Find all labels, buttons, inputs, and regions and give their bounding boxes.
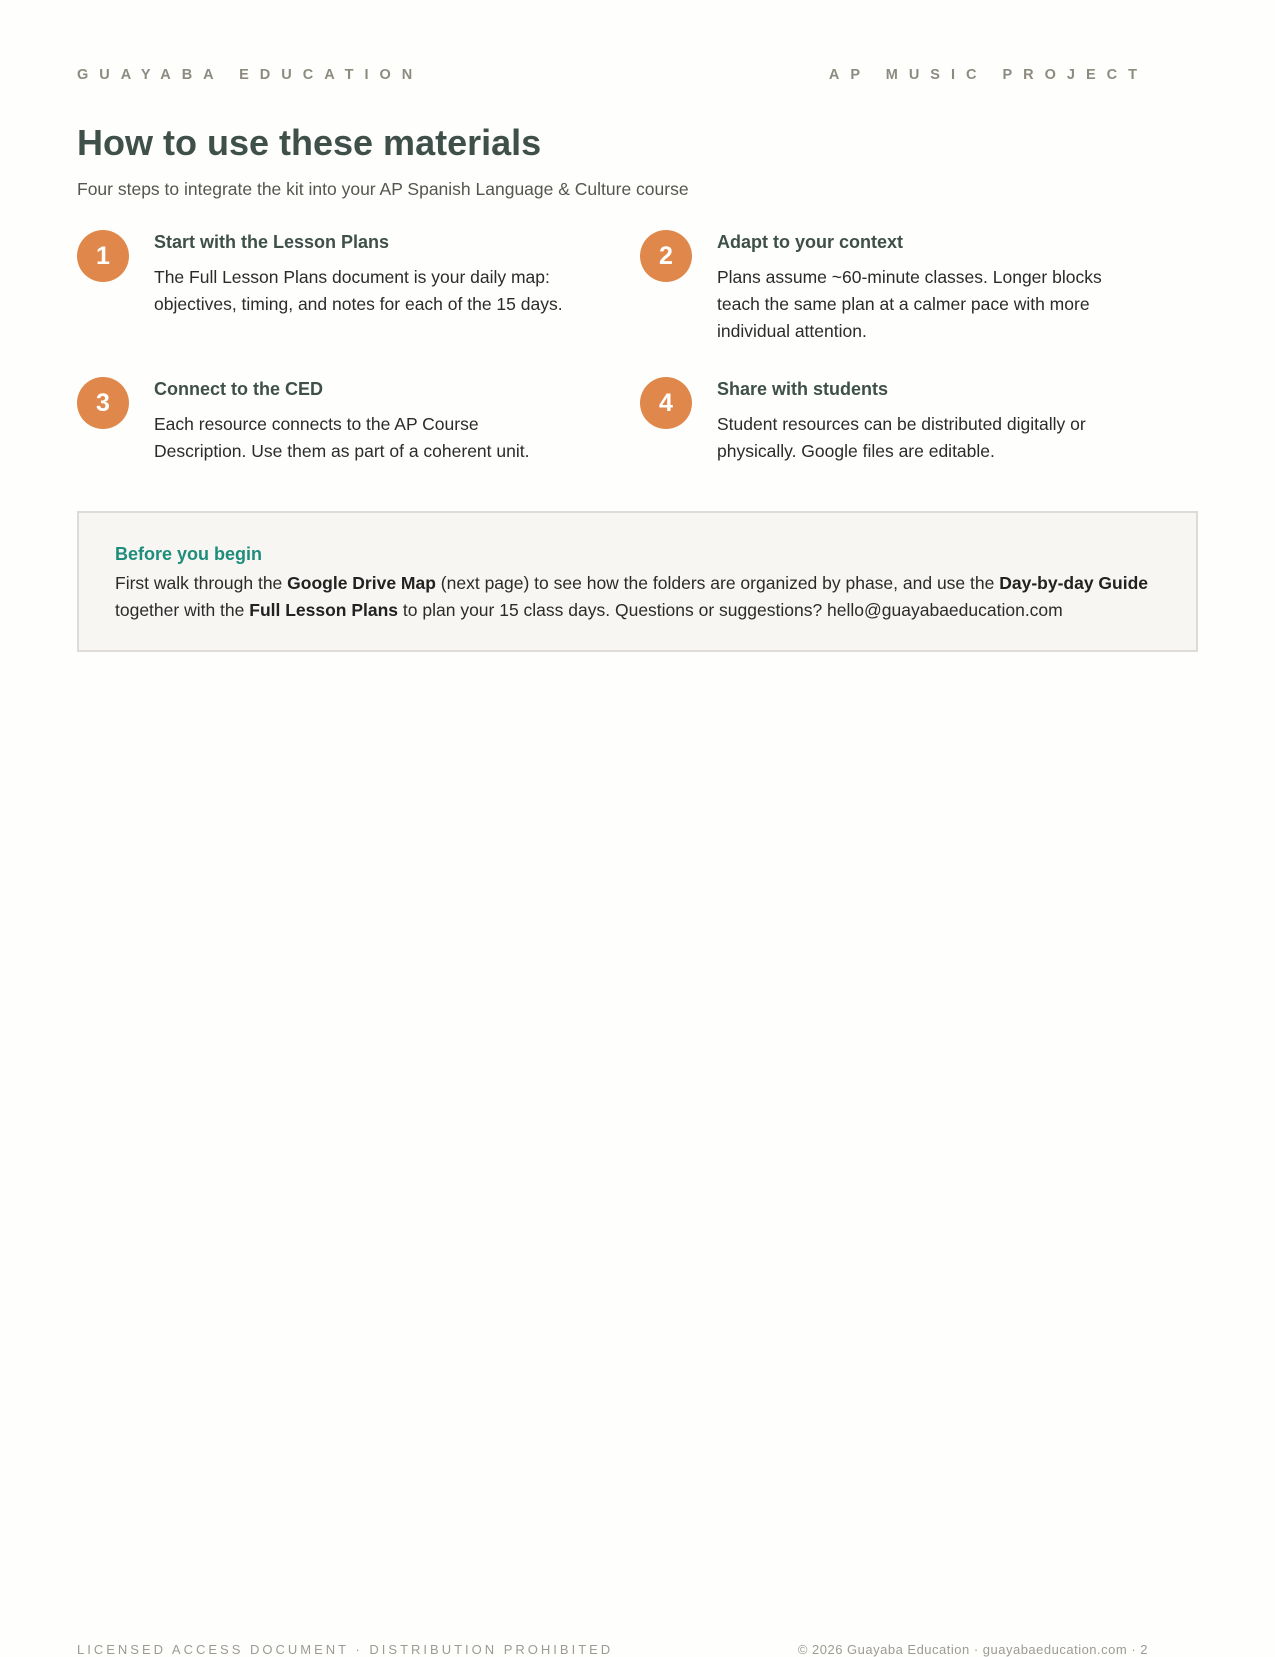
step-title: Start with the Lesson Plans: [154, 232, 390, 252]
note-bold: Google Drive Map: [287, 573, 436, 593]
step-body: The Full Lesson Plans document is your daily map: objectives, timing, and notes for each of the 15 days.: [154, 267, 563, 314]
note-title: Before you begin: [115, 544, 263, 564]
page-title: How to use these materials: [77, 122, 542, 163]
page-subtitle: Four steps to integrate the kit into your AP Spanish Language & Culture course: [77, 179, 689, 199]
note-text: to plan your 15 class days. Questions or suggestions? hello@guayabaeducation.com: [398, 600, 1063, 620]
step-body: Each resource connects to the AP Course Description. Use them as part of a coherent unit.: [154, 414, 530, 461]
brand-name: GUAYABA EDUCATION: [77, 67, 424, 83]
step-body: Plans assume ~60-minute classes. Longer blocks teach the same plan at a calmer pace with more individual attention.: [717, 267, 1102, 341]
step-title: Share with students: [717, 379, 889, 399]
note-text: First walk through the: [115, 573, 288, 593]
step-number-badge: 2: [640, 230, 692, 282]
step-number-badge: 1: [77, 230, 129, 282]
note-bold: Full Lesson Plans: [249, 600, 399, 620]
step-title: Connect to the CED: [154, 379, 323, 399]
step-number-badge: 4: [640, 377, 692, 429]
step-title: Adapt to your context: [717, 232, 904, 252]
footer-license: LICENSED ACCESS DOCUMENT · DISTRIBUTION PROHIBITED: [77, 1642, 614, 1657]
project-name: AP MUSIC PROJECT: [828, 67, 1148, 83]
note-text: (next page) to see how the folders are organized by phase, and use the: [435, 573, 1000, 593]
note-bold: Day-by-day Guide: [999, 573, 1149, 593]
note-body: [115, 570, 1160, 624]
before-you-begin-box: [77, 511, 1198, 652]
step-body: Student resources can be distributed digitally or physically. Google files are editable.: [717, 414, 1086, 461]
footer-copyright: © 2026 Guayaba Education · guayabaeducation.com · 2: [797, 1642, 1148, 1657]
step-number-badge: 3: [77, 377, 129, 429]
note-text: together with the: [115, 600, 250, 620]
